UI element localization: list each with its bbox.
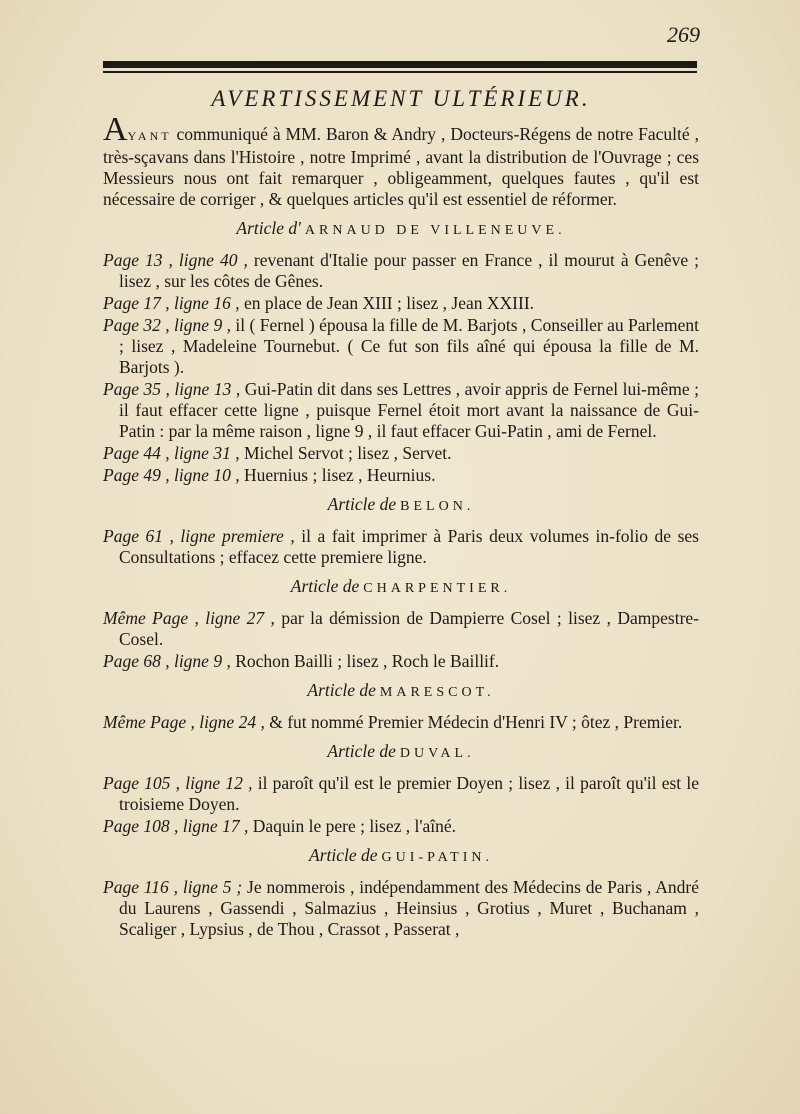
- erratum-text: Rochon Bailli ; lisez , Roch le Baillif.: [235, 651, 500, 671]
- erratum-reference: Page 44 , ligne 31 ,: [103, 443, 240, 463]
- erratum-entry: [103, 526, 699, 568]
- section-heading-label: Article de: [307, 680, 376, 700]
- section-heading-label: Article de: [290, 576, 360, 596]
- erratum-text: revenant d'Italie pour passer en France , il mourut à Genêve ; lisez , sur les côtes de Gênes.: [119, 250, 699, 291]
- erratum-reference: Page 32 , ligne 9 ,: [103, 315, 231, 335]
- erratum-text: Gui-Patin dit dans ses Lettres , avoir appris de Fernel lui-même ; il faut effacer cette ligne , puisque Fernel étoit mort avant la naissance de Gui-Patin : par la même raison , ligne 9 , il faut effacer Gui-Patin , ami de Fernel.: [119, 379, 700, 441]
- erratum-text: en place de Jean XIII ; lisez , Jean XXIII.: [243, 293, 535, 313]
- erratum-text: Huernius ; lisez , Heurnius.: [243, 465, 436, 485]
- erratum-text: Michel Servot ; lisez , Servet.: [243, 443, 452, 463]
- erratum-reference: Page 108 , ligne 17 ,: [103, 816, 249, 836]
- section-heading-label: Article de: [327, 494, 397, 514]
- erratum-text: par la démission de Dampierre Cosel ; lisez , Dampestre-Cosel.: [119, 608, 699, 649]
- section-heading-name: GUI-PATIN.: [381, 850, 493, 865]
- page-title: AVERTISSEMENT ULTÉRIEUR.: [211, 86, 591, 111]
- erratum-reference: Page 116 , ligne 5 ;: [103, 877, 243, 897]
- erratum-text: Daquin le pere ; lisez , l'aîné.: [252, 816, 457, 836]
- erratum-reference: Page 105 , ligne 12 ,: [103, 773, 253, 793]
- erratum-entry: [103, 816, 699, 837]
- section-heading-label: Article d': [236, 218, 301, 238]
- erratum-reference: Page 68 , ligne 9 ,: [103, 651, 231, 671]
- section-heading-name: ARNAUD DE VILLENEUVE.: [304, 223, 566, 238]
- page-content: [103, 84, 699, 941]
- section-heading: [103, 217, 699, 242]
- header-rule: [103, 61, 697, 68]
- erratum-reference: Même Page , ligne 27 ,: [103, 608, 275, 628]
- header-rule-thin: [103, 71, 697, 73]
- erratum-entry: [103, 877, 699, 940]
- erratum-entry: [103, 315, 699, 378]
- section-heading: [103, 493, 699, 518]
- erratum-reference: Page 61 , ligne premiere ,: [103, 526, 295, 546]
- intro-paragraph: [103, 111, 699, 210]
- section-heading-label: Article de: [327, 741, 396, 761]
- erratum-text: Je nommerois , indépendamment des Médecins de Paris , André du Laurens , Gassendi , Salmazius , Heinsius , Grotius , Muret , Buchanam , Scaliger , Lypsius , de Thou , Crassot , Passerat ,: [119, 877, 700, 939]
- errata-sections: [103, 217, 699, 940]
- drop-cap: A: [103, 111, 128, 148]
- page-number: 269: [667, 22, 700, 47]
- intro-text: communiqué à MM. Baron & Andry , Docteurs-Régens de notre Faculté , très-sçavans dans l'Histoire , notre Imprimé , avant la distribution de l'Ouvrage ; ces Messieurs nous ont fait remarquer , obligeamment, quelques fautes , qu'il est nécessaire de corriger , & quelques articles qu'il est essentiel de réformer.: [103, 124, 699, 209]
- erratum-entry: [103, 712, 699, 733]
- erratum-entry: [103, 773, 699, 815]
- erratum-text: & fut nommé Premier Médecin d'Henri IV ; ôtez , Premier.: [269, 712, 683, 732]
- section-heading-label: Article de: [309, 845, 378, 865]
- section-heading: [103, 740, 699, 765]
- erratum-entry: [103, 651, 699, 672]
- erratum-entry: [103, 608, 699, 650]
- erratum-text: il ( Fernel ) épousa la fille de M. Barjots , Conseiller au Parlement ; lisez , Madeleine Tournebut. ( Ce fut son fils aîné qui épousa la fille de M. Barjots ).: [119, 315, 700, 377]
- erratum-reference: Même Page , ligne 24 ,: [103, 712, 265, 732]
- erratum-entry: [103, 293, 699, 314]
- section-heading-name: BELON.: [400, 499, 475, 514]
- section-heading: [103, 844, 699, 869]
- erratum-entry: [103, 379, 699, 442]
- erratum-entry: [103, 465, 699, 486]
- section-heading: [103, 575, 699, 600]
- section-heading: [103, 679, 699, 704]
- section-heading-name: MARESCOT.: [379, 685, 495, 700]
- section-heading-name: DUVAL.: [399, 746, 475, 761]
- erratum-reference: Page 17 , ligne 16 ,: [103, 293, 240, 313]
- erratum-reference: Page 49 , ligne 10 ,: [103, 465, 240, 485]
- section-heading-name: CHARPENTIER.: [363, 581, 512, 596]
- intro-lead: YANT: [127, 129, 172, 143]
- erratum-text: il paroît qu'il est le premier Doyen ; lisez , il paroît qu'il est le troisieme Doyen.: [119, 773, 700, 814]
- erratum-entry: [103, 250, 699, 292]
- erratum-reference: Page 35 , ligne 13 ,: [103, 379, 241, 399]
- erratum-reference: Page 13 , ligne 40 ,: [103, 250, 248, 270]
- erratum-text: il a fait imprimer à Paris deux volumes in-folio de ses Consultations ; effacez cette premiere ligne.: [119, 526, 699, 567]
- erratum-entry: [103, 443, 699, 464]
